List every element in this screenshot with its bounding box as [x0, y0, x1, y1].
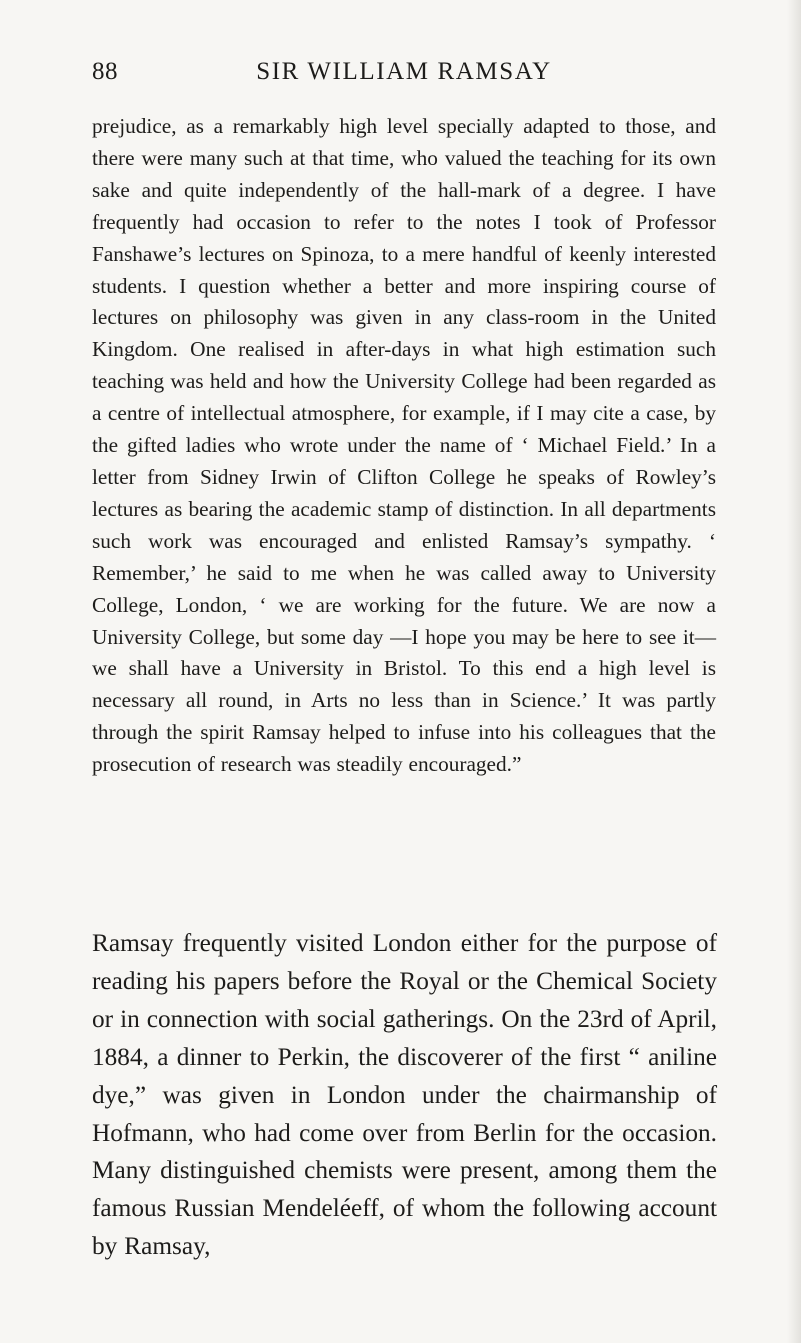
quoted-paragraph [92, 111, 716, 781]
running-title: SIR WILLIAM RAMSAY [256, 58, 552, 85]
body-paragraph-text: Ramsay frequently visited London either for the purpose of reading his papers before the Royal or the Chemical Society or in connection with social gatherings. On the 23rd of April, 1884, a dinner to Perkin, the discoverer of the first “ aniline dye,” was given in London under the chairmanship of Hofmann, who had come over from Berlin for the occasion. Many distinguished chemists were present, among them the famous Russian Mendeléeff, of whom the following account by Ramsay, [92, 929, 717, 1261]
quoted-paragraph-text: prejudice, as a remarkably high level specially adapted to those, and there were many such at that time, who valued the teaching for its own sake and quite independently of the hall-mark of a degree. I have frequently had occasion to refer to the notes I took of Professor Fanshawe’s lectures on Spinoza, to a mere handful of keenly interested students. I question whether a better and more inspiring course of lectures on philosophy was given in any class-room in the United Kingdom. One realised in after-days in what high estimation such teaching was held and how the University College had been regarded as a centre of intellectual atmosphere, for example, if I may cite a case, by the gifted ladies who wrote under the name of ‘ Michael Field.’ In a letter from Sidney Irwin of Clifton College he speaks of Rowley’s lectures as bearing the academic stamp of distinction. In all departments such work was encouraged and enlisted Ramsay’s sympathy. ‘ Remember,’ he said to me when he was called away to University College, London, ‘ we are working for the future. We are now a University College, but some day —I hope you may be here to see it—we shall have a University in Bristol. To this end a high level is necessary all round, in Arts no less than in Science.’ It was partly through the spirit Ramsay helped to infuse into his colleagues that the prosecution of research was steadily encouraged.” [92, 114, 716, 777]
running-head [92, 58, 716, 98]
page-number: 88 [92, 58, 118, 85]
page-edge-shadow [787, 0, 801, 1343]
body-paragraph [92, 925, 717, 1266]
